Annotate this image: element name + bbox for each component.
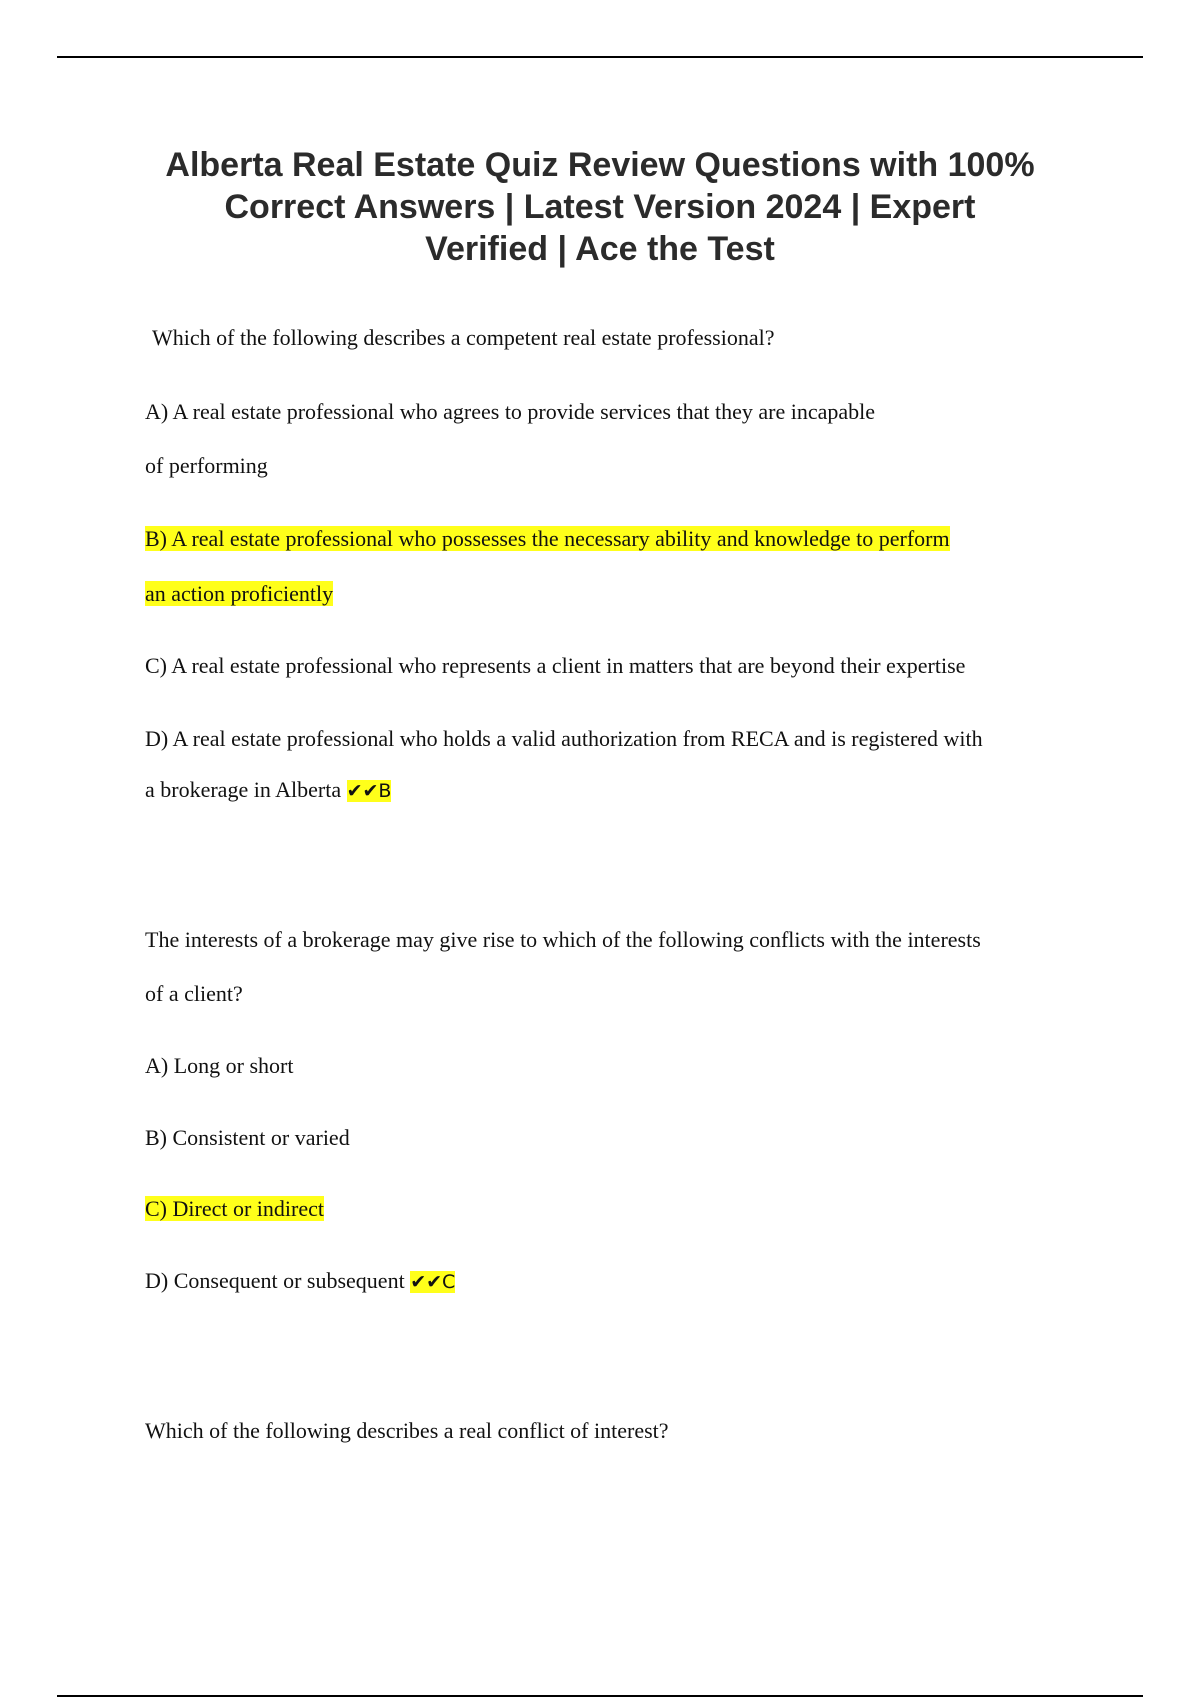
q2-option-d	[145, 1267, 455, 1296]
q1-option-a-line-2: of performing	[145, 453, 268, 478]
q2-option-a: A) Long or short	[145, 1053, 294, 1078]
q1-option-b-line-1	[145, 525, 950, 553]
q1-answer-marker: ✔✔B	[346, 780, 392, 802]
q1-option-b-line-2-highlight: an action proficiently	[145, 581, 334, 606]
q1-option-d-line-1: D) A real estate professional who holds a valid authorization from RECA and is registered with	[145, 726, 983, 751]
question-3-text: Which of the following describes a real conflict of interest?	[145, 1418, 669, 1443]
bottom-rule	[57, 1695, 1143, 1697]
q2-option-b: B) Consistent or varied	[145, 1125, 350, 1150]
q2-option-c	[145, 1195, 324, 1223]
top-rule	[57, 56, 1143, 58]
q2-option-c-highlight: C) Direct or indirect	[145, 1196, 324, 1221]
q2-answer-marker: ✔✔C	[410, 1271, 456, 1293]
q1-option-d-line-2-text: a brokerage in Alberta	[145, 777, 342, 802]
q1-option-b-line-1-highlight: B) A real estate professional who possesses the necessary ability and knowledge to perform	[145, 526, 950, 551]
question-2-line-1: The interests of a brokerage may give rise to which of the following conflicts with the interests	[145, 927, 981, 952]
document-title: Alberta Real Estate Quiz Review Questions with 100% Correct Answers | Latest Version 2024 | Expert Verified | Ace the Test	[165, 146, 1035, 268]
q1-option-c: C) A real estate professional who represents a client in matters that are beyond their expertise	[145, 653, 966, 678]
question-1-text: Which of the following describes a competent real estate professional?	[152, 325, 775, 350]
q1-option-b-line-2	[145, 580, 333, 608]
question-2-line-2: of a client?	[145, 981, 243, 1006]
q1-option-a-line-1: A) A real estate professional who agrees to provide services that they are incapable	[145, 399, 875, 424]
q2-option-d-text: D) Consequent or subsequent	[145, 1268, 405, 1293]
q1-option-d-line-2	[145, 776, 391, 805]
